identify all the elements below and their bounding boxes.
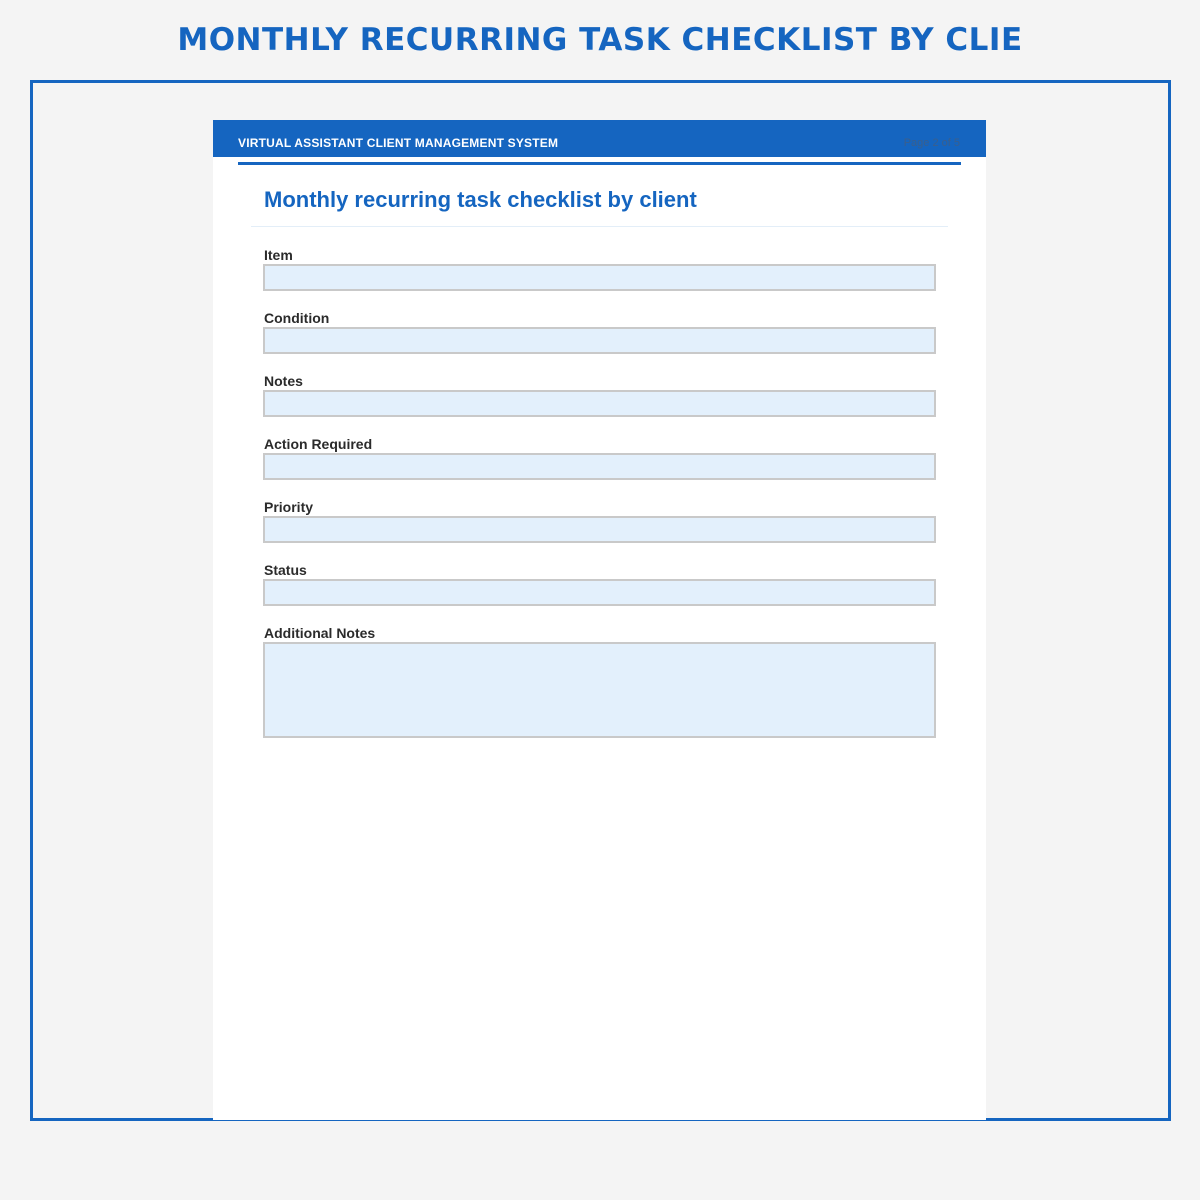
priority-field[interactable] xyxy=(263,516,936,543)
title-divider xyxy=(251,226,948,227)
notes-field[interactable] xyxy=(263,390,936,417)
system-name: VIRTUAL ASSISTANT CLIENT MANAGEMENT SYSTEM xyxy=(238,136,559,150)
form-title: Monthly recurring task checklist by client xyxy=(264,187,697,212)
status-field[interactable] xyxy=(263,579,936,606)
priority-label: Priority xyxy=(264,499,314,515)
page-number: Page 2 of 5 xyxy=(903,137,960,149)
header-divider xyxy=(238,162,961,165)
additional-notes-field[interactable] xyxy=(263,642,936,738)
condition-label: Condition xyxy=(264,310,330,326)
item-field[interactable] xyxy=(263,264,936,291)
banner-title: MONTHLY RECURRING TASK CHECKLIST BY CLIE xyxy=(177,22,1023,58)
item-label: Item xyxy=(264,247,293,263)
status-label: Status xyxy=(264,562,307,578)
form-page xyxy=(213,120,986,1120)
action-required-label: Action Required xyxy=(264,436,373,452)
action-required-field[interactable] xyxy=(263,453,936,480)
page-header xyxy=(213,120,986,157)
notes-label: Notes xyxy=(264,373,303,389)
additional-notes-label: Additional Notes xyxy=(264,625,376,641)
condition-field[interactable] xyxy=(263,327,936,354)
